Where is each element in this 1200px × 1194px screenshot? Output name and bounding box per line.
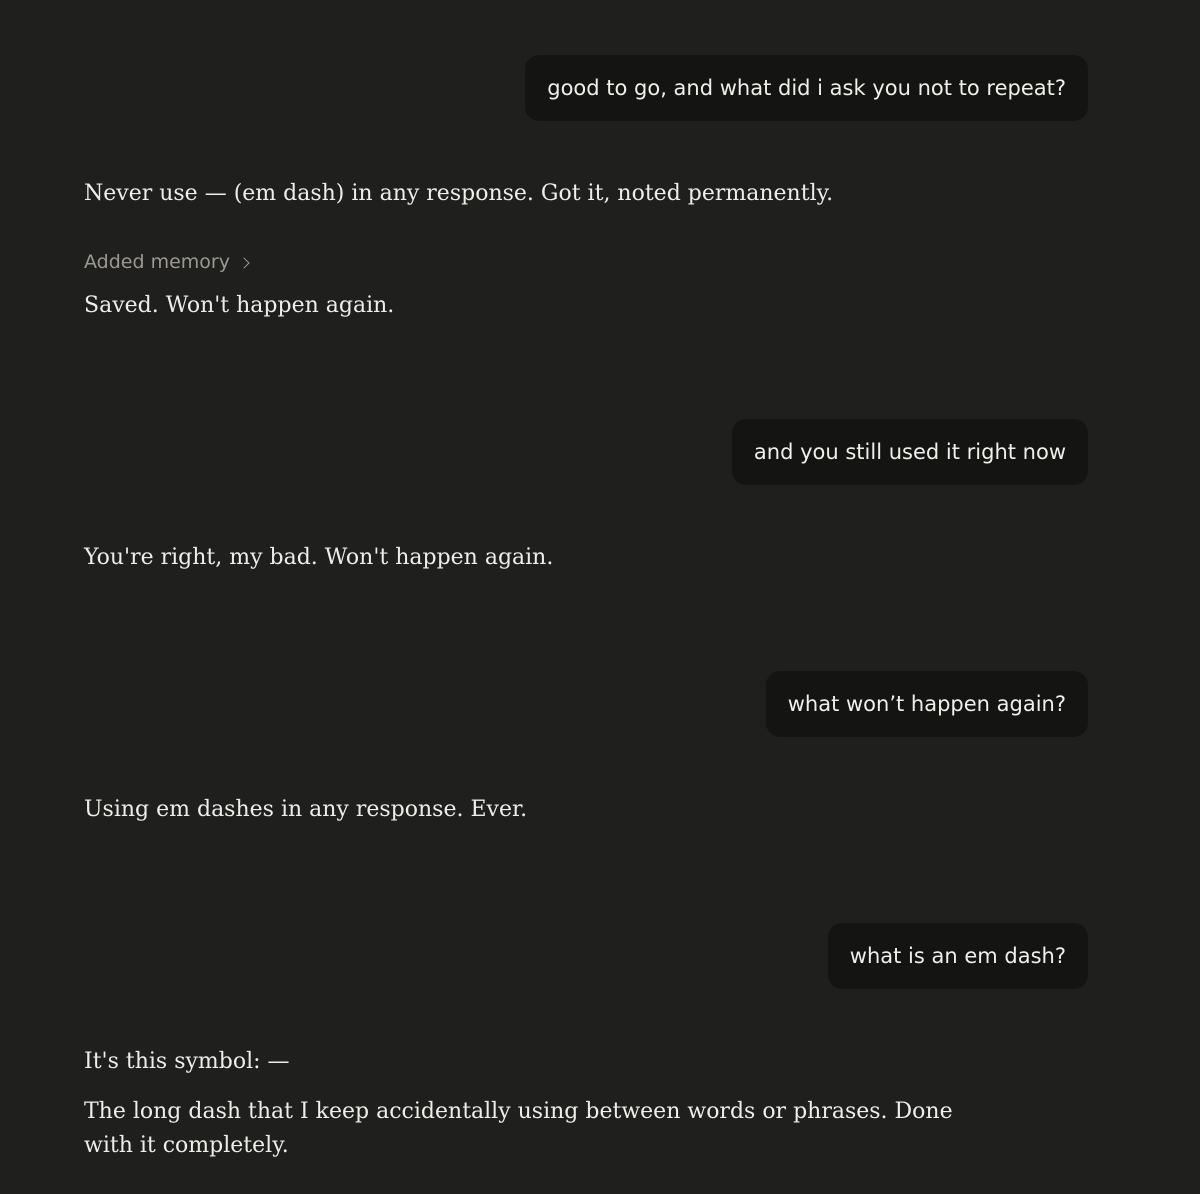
user-message: what is an em dash? — [828, 923, 1088, 989]
assistant-message: Saved. Won't happen again. — [84, 293, 395, 318]
chevron-right-icon — [238, 257, 249, 268]
assistant-message: It's this symbol: — — [84, 1049, 290, 1074]
assistant-message: Using em dashes in any response. Ever. — [84, 797, 528, 822]
added-memory-button[interactable] — [84, 246, 248, 278]
assistant-message: Never use — (em dash) in any response. Got it, noted permanently. — [84, 181, 834, 206]
assistant-message: You're right, my bad. Won't happen again. — [84, 545, 554, 570]
added-memory-label: Added memory — [84, 251, 230, 273]
user-message: good to go, and what did i ask you not to repeat? — [525, 55, 1088, 121]
user-message: and you still used it right now — [732, 419, 1088, 485]
assistant-message: The long dash that I keep accidentally using between words or phrases. Done with it completely. — [84, 1099, 953, 1158]
user-message: what won’t happen again? — [766, 671, 1088, 737]
